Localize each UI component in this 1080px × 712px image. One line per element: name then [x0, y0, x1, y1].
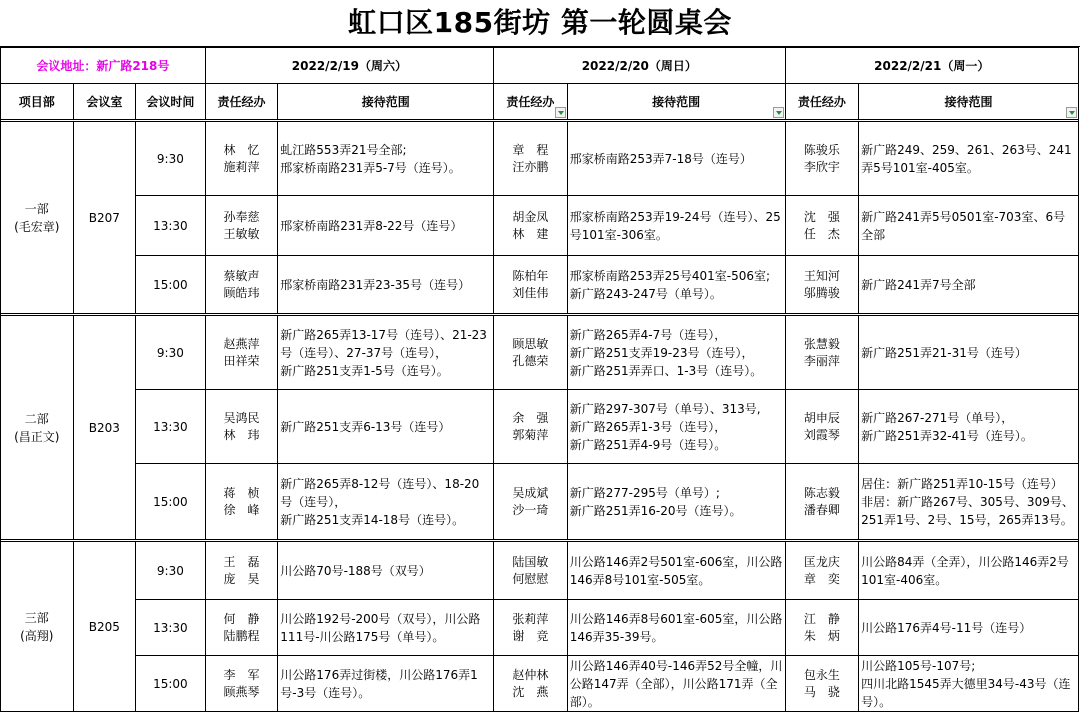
scope-cell: [567, 656, 785, 712]
manager-cell: [494, 122, 568, 196]
manager-name: 沈 强: [803, 209, 840, 224]
table-row: [1, 464, 1079, 540]
manager-name: 林 忆: [223, 142, 260, 157]
time-cell: 9:30: [136, 122, 206, 196]
manager-name: 王知河: [803, 268, 840, 283]
manager-cell: [494, 542, 568, 600]
room-cell: B207: [73, 122, 136, 314]
header-scope-1: 接待范围: [278, 84, 494, 120]
scope-text: 邢家桥南路253弄7-18号（连号）: [569, 151, 752, 166]
scope-text: 新广路241弄5号0501室-703室、6号全部: [861, 209, 1066, 242]
manager-name: 章 程: [512, 142, 549, 157]
scope-text: 居住：新广路251弄10-15号（连号） 非居：新广路267号、305号、309号、251弄1号、2号、15号，265弄13号。: [861, 476, 1074, 527]
scope-cell: [278, 196, 494, 256]
header-manager-2-label: 责任经办: [506, 95, 555, 109]
time-cell: 9:30: [136, 316, 206, 390]
manager-cell: [205, 542, 278, 600]
manager-name: 余 强: [512, 410, 549, 425]
scope-cell: [567, 122, 785, 196]
scope-cell: [278, 122, 494, 196]
scope-cell: [567, 316, 785, 390]
schedule-table: [0, 47, 1079, 712]
manager-name: 沈 燕: [512, 684, 549, 699]
manager-name: 朱 炳: [803, 628, 840, 643]
manager-name: 陆国敏: [512, 554, 549, 569]
room-cell: B205: [73, 542, 136, 712]
manager-name: 庞 昊: [223, 571, 260, 586]
scope-cell: [278, 464, 494, 540]
manager-name: 何 静: [223, 611, 260, 626]
manager-name: 胡金凤: [512, 209, 549, 224]
time-cell: 15:00: [136, 464, 206, 540]
manager-cell: [205, 196, 278, 256]
date-header-1: 2022/2/19（周六）: [205, 48, 493, 84]
manager-name: 邬腾骏: [803, 285, 840, 300]
manager-cell: [205, 316, 278, 390]
scope-text: 新广路267-271号（单号）， 新广路251弄32-41号（连号）。: [861, 410, 1033, 443]
scope-text: 新广路265弄13-17号（连号）、21-23号（连号）、27-37号（连号）， 新广路251支弄1-5号（连号）。: [280, 327, 487, 378]
department-cell: [1, 316, 74, 540]
scope-text: 新广路251支弄6-13号（连号）: [280, 419, 451, 434]
manager-name: 包永生: [803, 667, 840, 682]
manager-name: 陆鹏程: [223, 628, 260, 643]
manager-cell: [494, 196, 568, 256]
manager-name: 李丽萍: [803, 353, 840, 368]
address-date-row: [1, 48, 1079, 84]
scope-text: 邢家桥南路231弄23-35号（连号）: [280, 277, 471, 292]
filter-dropdown-icon[interactable]: [1066, 107, 1077, 118]
scope-text: 邢家桥南路231弄8-22号（连号）: [280, 218, 463, 233]
header-manager-2: [494, 84, 568, 120]
scope-cell: [278, 390, 494, 464]
scope-text: 新广路265弄8-12号（连号）、18-20号（连号）， 新广路251支弄14-18号（连号）。: [280, 476, 480, 527]
manager-name: 田祥荣: [223, 353, 260, 368]
manager-name: 施莉萍: [223, 159, 260, 174]
manager-name: 吴鸿民: [223, 410, 260, 425]
scope-cell: [567, 196, 785, 256]
scope-cell: [567, 600, 785, 656]
manager-cell: [205, 600, 278, 656]
manager-name: 蔡敏声: [223, 268, 260, 283]
scope-cell: [567, 390, 785, 464]
manager-name: 蒋 桢: [223, 485, 260, 500]
manager-name: 江 静: [803, 611, 840, 626]
manager-name: 顾皓玮: [223, 285, 260, 300]
scope-cell: [859, 122, 1079, 196]
scope-text: 川公路146弄2号501室-606室，川公路146弄8号101室-505室。: [569, 554, 783, 587]
time-cell: 15:00: [136, 656, 206, 712]
manager-cell: [494, 656, 568, 712]
manager-name: 沙一琦: [512, 502, 549, 517]
manager-name: 陈志毅: [803, 485, 840, 500]
department-leader: (昌正文): [14, 429, 60, 444]
header-scope-3: [859, 84, 1079, 120]
table-row: [1, 600, 1079, 656]
header-manager-1: 责任经办: [205, 84, 278, 120]
manager-name: 胡申辰: [803, 410, 840, 425]
department-cell: [1, 542, 74, 712]
manager-name: 赵仲林: [512, 667, 549, 682]
header-time: 会议时间: [136, 84, 206, 120]
manager-name: 王敏敏: [223, 226, 260, 241]
scope-cell: [859, 542, 1079, 600]
scope-cell: [859, 390, 1079, 464]
manager-name: 徐 峰: [223, 502, 260, 517]
scope-text: 新广路265弄4-7号（连号）， 新广路251支弄19-23号（连号）， 新广路251弄弄口、1-3号（连号）。: [569, 327, 763, 378]
manager-name: 匡龙庆: [803, 554, 840, 569]
manager-name: 吴成斌: [512, 485, 549, 500]
manager-cell: [785, 196, 859, 256]
manager-cell: [785, 122, 859, 196]
department-name: 一部: [24, 201, 49, 216]
scope-cell: [567, 256, 785, 314]
manager-name: 孙奉慈: [223, 209, 260, 224]
manager-name: 任 杰: [803, 226, 840, 241]
manager-cell: [205, 656, 278, 712]
manager-name: 刘霞琴: [803, 427, 840, 442]
scope-cell: [278, 542, 494, 600]
department-leader: (毛宏章): [14, 219, 60, 234]
manager-cell: [494, 390, 568, 464]
scope-text: 邢家桥南路253弄25号401室-506室; 新广路243-247号（单号）。: [569, 268, 771, 301]
date-header-3: 2022/2/21（周一）: [785, 48, 1078, 84]
scope-text: 新广路277-295号（单号）; 新广路251弄16-20号（连号）。: [569, 485, 742, 518]
header-scope-3-label: 接待范围: [944, 95, 993, 109]
department-name: 三部: [24, 610, 49, 625]
manager-cell: [205, 256, 278, 314]
manager-name: 谢 竞: [512, 628, 549, 643]
table-row: [1, 196, 1079, 256]
department-name: 二部: [24, 411, 49, 426]
department-cell: [1, 122, 74, 314]
scope-cell: [859, 600, 1079, 656]
filter-dropdown-icon[interactable]: [555, 107, 566, 118]
scope-text: 新广路241弄7号全部: [861, 277, 976, 292]
manager-name: 潘春卿: [803, 502, 840, 517]
scope-text: 虬江路553弄21号全部; 邢家桥南路231弄5-7号（连号）。: [280, 142, 461, 175]
filter-dropdown-icon[interactable]: [773, 107, 784, 118]
meeting-address: 会议地址：新广路218号: [1, 48, 206, 84]
manager-cell: [205, 390, 278, 464]
page-title: 虹口区185街坊 第一轮圆桌会: [0, 0, 1080, 47]
manager-name: 章 奕: [803, 571, 840, 586]
scope-cell: [859, 464, 1079, 540]
scope-cell: [278, 256, 494, 314]
manager-name: 郭菊萍: [512, 427, 549, 442]
manager-cell: [785, 600, 859, 656]
manager-name: 何慰慰: [512, 571, 549, 586]
manager-name: 王 磊: [223, 554, 260, 569]
scope-text: 川公路176弄过街楼，川公路176弄1号-3号（连号）。: [280, 667, 478, 700]
scope-cell: [859, 196, 1079, 256]
manager-cell: [785, 464, 859, 540]
table-row: [1, 390, 1079, 464]
manager-cell: [785, 256, 859, 314]
manager-cell: [785, 542, 859, 600]
time-cell: 13:30: [136, 390, 206, 464]
time-cell: 15:00: [136, 256, 206, 314]
header-room: 会议室: [73, 84, 136, 120]
scope-cell: [278, 600, 494, 656]
scope-text: 川公路176弄4号-11号（连号）: [861, 620, 1032, 635]
manager-name: 孔德荣: [512, 353, 549, 368]
scope-text: 邢家桥南路253弄19-24号（连号）、25号101室-306室。: [569, 209, 781, 242]
header-scope-2: [567, 84, 785, 120]
date-header-2: 2022/2/20（周日）: [494, 48, 785, 84]
manager-cell: [785, 390, 859, 464]
time-cell: 13:30: [136, 600, 206, 656]
manager-name: 顾燕琴: [223, 684, 260, 699]
manager-name: 李 军: [223, 667, 260, 682]
table-row: [1, 256, 1079, 314]
scope-text: 川公路146弄8号601室-605室，川公路146弄35-39号。: [569, 611, 783, 644]
scope-text: 川公路192号-200号（双号），川公路111号-川公路175号（单号）。: [280, 611, 481, 644]
manager-cell: [205, 464, 278, 540]
scope-text: 川公路84弄（全弄），川公路146弄2号101室-406室。: [861, 554, 1069, 587]
scope-cell: [859, 316, 1079, 390]
manager-name: 张慧毅: [803, 336, 840, 351]
manager-name: 李欣宇: [803, 159, 840, 174]
manager-cell: [785, 316, 859, 390]
table-row: [1, 122, 1079, 196]
time-cell: 9:30: [136, 542, 206, 600]
table-row: [1, 542, 1079, 600]
scope-text: 新广路249、259、261、263号、241弄5号101室-405室。: [861, 142, 1072, 175]
scope-cell: [859, 656, 1079, 712]
room-cell: B203: [73, 316, 136, 540]
manager-name: 张莉萍: [512, 611, 549, 626]
scope-cell: [859, 256, 1079, 314]
manager-name: 林 建: [512, 226, 549, 241]
manager-cell: [205, 122, 278, 196]
manager-cell: [494, 256, 568, 314]
scope-cell: [278, 316, 494, 390]
manager-name: 林 玮: [223, 427, 260, 442]
scope-cell: [567, 464, 785, 540]
manager-cell: [494, 600, 568, 656]
manager-name: 马 骁: [803, 684, 840, 699]
column-header-row: [1, 84, 1079, 120]
header-project: 项目部: [1, 84, 74, 120]
manager-name: 顾思敏: [512, 336, 549, 351]
manager-cell: [494, 316, 568, 390]
scope-text: 新广路251弄21-31号（连号）: [861, 345, 1027, 360]
header-manager-3: 责任经办: [785, 84, 859, 120]
scope-cell: [278, 656, 494, 712]
manager-name: 陈柏年: [512, 268, 549, 283]
manager-cell: [785, 656, 859, 712]
scope-text: 川公路70号-188号（双号）: [280, 563, 431, 578]
table-row: [1, 656, 1079, 712]
manager-name: 汪亦鹏: [512, 159, 549, 174]
manager-cell: [494, 464, 568, 540]
table-row: [1, 316, 1079, 390]
manager-name: 刘佳伟: [512, 285, 549, 300]
scope-text: 川公路146弄40号-146弄52号全幢，川公路147弄（全部），川公路171弄（全部）。: [569, 658, 783, 709]
manager-name: 赵燕萍: [223, 336, 260, 351]
scope-text: 川公路105号-107号; 四川北路1545弄大德里34号-43号（连号）。: [861, 658, 1071, 709]
scope-text: 新广路297-307号（单号）、313号, 新广路265弄1-3号（连号）， 新广路251弄4-9号（连号）。: [569, 401, 761, 452]
department-leader: (高翔): [20, 628, 54, 643]
time-cell: 13:30: [136, 196, 206, 256]
scope-cell: [567, 542, 785, 600]
manager-name: 陈骏乐: [803, 142, 840, 157]
header-scope-2-label: 接待范围: [652, 95, 701, 109]
